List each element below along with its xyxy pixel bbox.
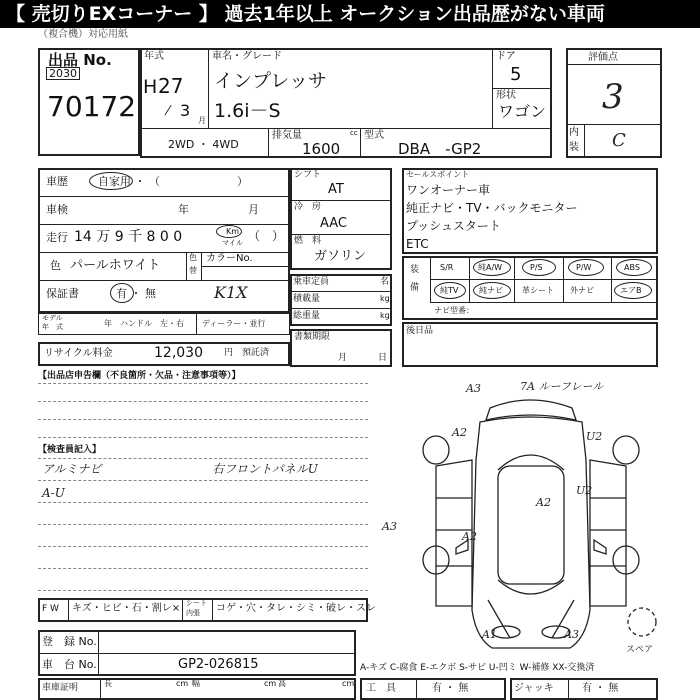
seller-notes-label: 【出品店申告欄（不良箇所・欠品・注意事項等）】 (38, 371, 241, 381)
equip-navi: 純ナビ (479, 286, 503, 295)
km-circle (216, 225, 242, 238)
equip-alloy-circle (473, 259, 511, 276)
page-banner: 【 売切りEXコーナー 】 過去1年以上 オークション出品歴がない車両 (0, 0, 700, 28)
registration-label: 登 録 No. (42, 635, 97, 648)
mileage-mile: マイル (222, 239, 243, 247)
inspector-note-1b: 右フロントパネルU (212, 462, 318, 476)
navi-model-label: ナビ型番： (434, 306, 474, 315)
equip-tv-circle (434, 282, 466, 299)
handle-options: ハンドル 左・右 (120, 319, 184, 328)
diag-a3-side: A3 (382, 520, 397, 533)
interior-value: C (612, 130, 626, 151)
model-year-label-1: モデル (42, 314, 63, 322)
fw-label: F W (42, 604, 59, 614)
post-date-label: 後日品 (406, 326, 434, 336)
diag-a3-top: A3 (466, 382, 481, 395)
jack-label: ジャッキ (514, 683, 554, 694)
color-label: 色 (50, 259, 61, 272)
warranty-circle (110, 283, 134, 303)
equip-abs: ABS (624, 263, 640, 272)
lot-label: 出品 No. (48, 51, 112, 69)
score-value: 3 (602, 77, 624, 117)
history-label: 車歴 (46, 175, 68, 188)
equipment-label-2: 備 (410, 283, 420, 293)
interior-label-2: 装 (569, 142, 579, 153)
jack-options: 有 ・ 無 (582, 683, 619, 694)
car-grade: 1.6i－S (214, 100, 281, 122)
tools-options: 有 ・ 無 (432, 683, 469, 694)
mileage-paren: （ ） (248, 229, 285, 243)
equip-tv: 純TV (440, 286, 459, 295)
diag-u2-mid: U2 (576, 484, 593, 497)
roof (498, 466, 564, 584)
score-label: 評価点 (588, 52, 618, 63)
diag-a2-center: A2 (536, 496, 551, 509)
doc-deadline-unit: 月 (338, 353, 348, 363)
year-slash: / (163, 103, 173, 117)
equip-abs-circle (616, 259, 652, 276)
license-cm-1: cm (176, 679, 189, 688)
mirror-right (594, 540, 606, 554)
right-side (590, 460, 626, 606)
model-year-label-2: 年 式 (42, 323, 63, 331)
tools-label: 工 具 (366, 683, 396, 694)
recycle-unit: 円 (224, 348, 234, 358)
history-options: 自家用 ・ （ ） (98, 175, 248, 188)
spare-tire (628, 608, 656, 636)
seat-label-1: シート (186, 599, 207, 607)
fuel-value: ガソリン (314, 249, 367, 264)
diag-a3-bottom: A3 (564, 628, 579, 641)
displacement-label: 排気量 (272, 130, 302, 141)
color-change-2: 替 (189, 266, 197, 275)
chassis-label: 車 台 No. (42, 658, 97, 671)
equip-pw: P/W (576, 263, 592, 272)
paper-note: （複合機）対応用紙 (38, 29, 128, 40)
doc-deadline-label: 書類期限 (294, 332, 331, 342)
year-era: H (143, 76, 158, 98)
displacement-value: 1600 (302, 140, 341, 158)
year-label: 年式 (144, 51, 164, 62)
load-unit: kg (380, 294, 390, 303)
color-change-1: 色 (189, 253, 197, 262)
inspector-note-1: アルミナビ (42, 462, 102, 476)
warranty-options: 有 ・ 無 (116, 287, 156, 300)
equip-airbag-circle (614, 282, 652, 299)
model-value: DBA -GP2 (398, 140, 482, 158)
weight-label: 総重量 (293, 311, 321, 321)
rear-window (498, 455, 564, 470)
equip-ps: P/S (530, 263, 543, 272)
sales-point-label: セールスポイント (406, 170, 470, 179)
windshield (498, 580, 564, 594)
doc-deadline-unit2: 日 (378, 353, 388, 363)
fuel-label: 燃 料 (294, 236, 322, 246)
equip-sr: S/R (440, 263, 454, 272)
color-value: パールホワイト (70, 258, 161, 273)
month-unit: 月 (198, 116, 206, 125)
cooling-label: 冷 房 (294, 202, 322, 212)
lot-number: 70172 (47, 90, 137, 123)
inspection-year-unit: 年 (178, 203, 189, 216)
warranty-note: K1X (214, 283, 248, 302)
license-width: 幅 (192, 679, 200, 688)
post-date-box (402, 322, 658, 367)
license-cm-3: cm (342, 679, 355, 688)
car-damage-diagram (380, 370, 680, 662)
mileage-label: 走行 (46, 231, 68, 244)
equip-airbag: エアB (620, 286, 642, 295)
diag-roof-rail: 7A ルーフレール (520, 380, 604, 393)
diag-u2-right: U2 (586, 430, 603, 443)
equip-alloy: 純A/W (478, 263, 503, 272)
car-label: 車名・グレード (212, 51, 282, 62)
lot-small-number: 2030 (46, 67, 80, 80)
inspector-label: 【検査員記入】 (38, 445, 102, 455)
sales-point-1: ワンオーナー車 (406, 183, 491, 197)
diag-spare-label: スペア (626, 645, 654, 655)
displacement-unit: cc (350, 129, 358, 137)
license-height: 高 (278, 679, 286, 688)
body-outline (472, 417, 593, 648)
recycle-value: 12,030 (154, 345, 203, 361)
dealer-options: ディーラー・並行 (202, 319, 266, 328)
inspection-label: 車検 (46, 203, 68, 216)
load-label: 積載量 (293, 294, 321, 304)
warranty-label: 保証書 (46, 287, 79, 300)
year-value: 27 (158, 74, 184, 98)
interior-label-1: 内 (569, 127, 579, 138)
model-label: 型式 (364, 130, 384, 141)
recycle-deposit: 預託済 (242, 348, 270, 358)
inspector-note-2: A-U (42, 486, 65, 500)
drive-type: 2WD ・ 4WD (168, 138, 239, 151)
mileage-km: Km (226, 227, 240, 236)
license-cm-2: cm (264, 679, 277, 688)
shift-label: シフト (294, 170, 322, 180)
color-code-label: カラーNo. (206, 253, 253, 264)
chassis-value: GP2-026815 (178, 657, 259, 672)
mileage-value: 14 万 9 千 8 0 0 (74, 229, 183, 245)
fw-damage: キズ・ヒビ・石・割レ× (72, 603, 181, 614)
license-label: 車庫証明 (42, 683, 79, 693)
wheel-rear-right (613, 436, 639, 464)
wheel-rear-left (423, 436, 449, 464)
year-month: 3 (180, 101, 191, 120)
hood-lines (488, 600, 574, 638)
equip-pw-circle (568, 259, 604, 276)
license-length: 長 (104, 679, 112, 688)
inspection-month-unit: 月 (248, 203, 259, 216)
model-year-unit: 年 (104, 319, 112, 328)
shift-value: AT (328, 182, 344, 197)
sales-point-2: 純正ナビ・TV・バックモニター (406, 201, 578, 215)
weight-unit: kg (380, 311, 390, 320)
capacity-label: 乗車定員 (293, 277, 330, 287)
shape-label: 形状 (496, 90, 516, 101)
damage-legend: A-キズ C-腐食 E-エクボ S-サビ U-凹ミ W-補修 XX-交換済 (360, 663, 595, 673)
history-circle (89, 172, 133, 190)
shape-value: ワゴン (498, 102, 547, 121)
equip-navi-circle (473, 282, 511, 299)
interior-damage: コゲ・穴・タレ・シミ・破レ・スレ (216, 603, 376, 614)
sales-point-3: プッシュスタート (406, 219, 501, 233)
cooling-value: AAC (320, 216, 347, 231)
car-name: インプレッサ (214, 70, 328, 92)
equipment-label-1: 装 (410, 265, 420, 275)
recycle-label: リサイクル料金 (44, 348, 113, 359)
doors-value: 5 (510, 64, 522, 85)
equip-ps-circle (522, 259, 556, 276)
diag-a1-bottom: A1 (482, 628, 497, 641)
doors-label: ドア (496, 51, 516, 62)
equip-leather: 革シート (522, 286, 554, 295)
capacity-unit: 名 (380, 277, 390, 287)
equip-ext-navi: 外ナビ (570, 286, 594, 295)
seat-label-2: 内張 (186, 609, 200, 617)
diag-a2-mid: A2 (462, 530, 477, 543)
sales-point-4: ETC (406, 237, 429, 251)
diag-a2-left: A2 (452, 426, 467, 439)
